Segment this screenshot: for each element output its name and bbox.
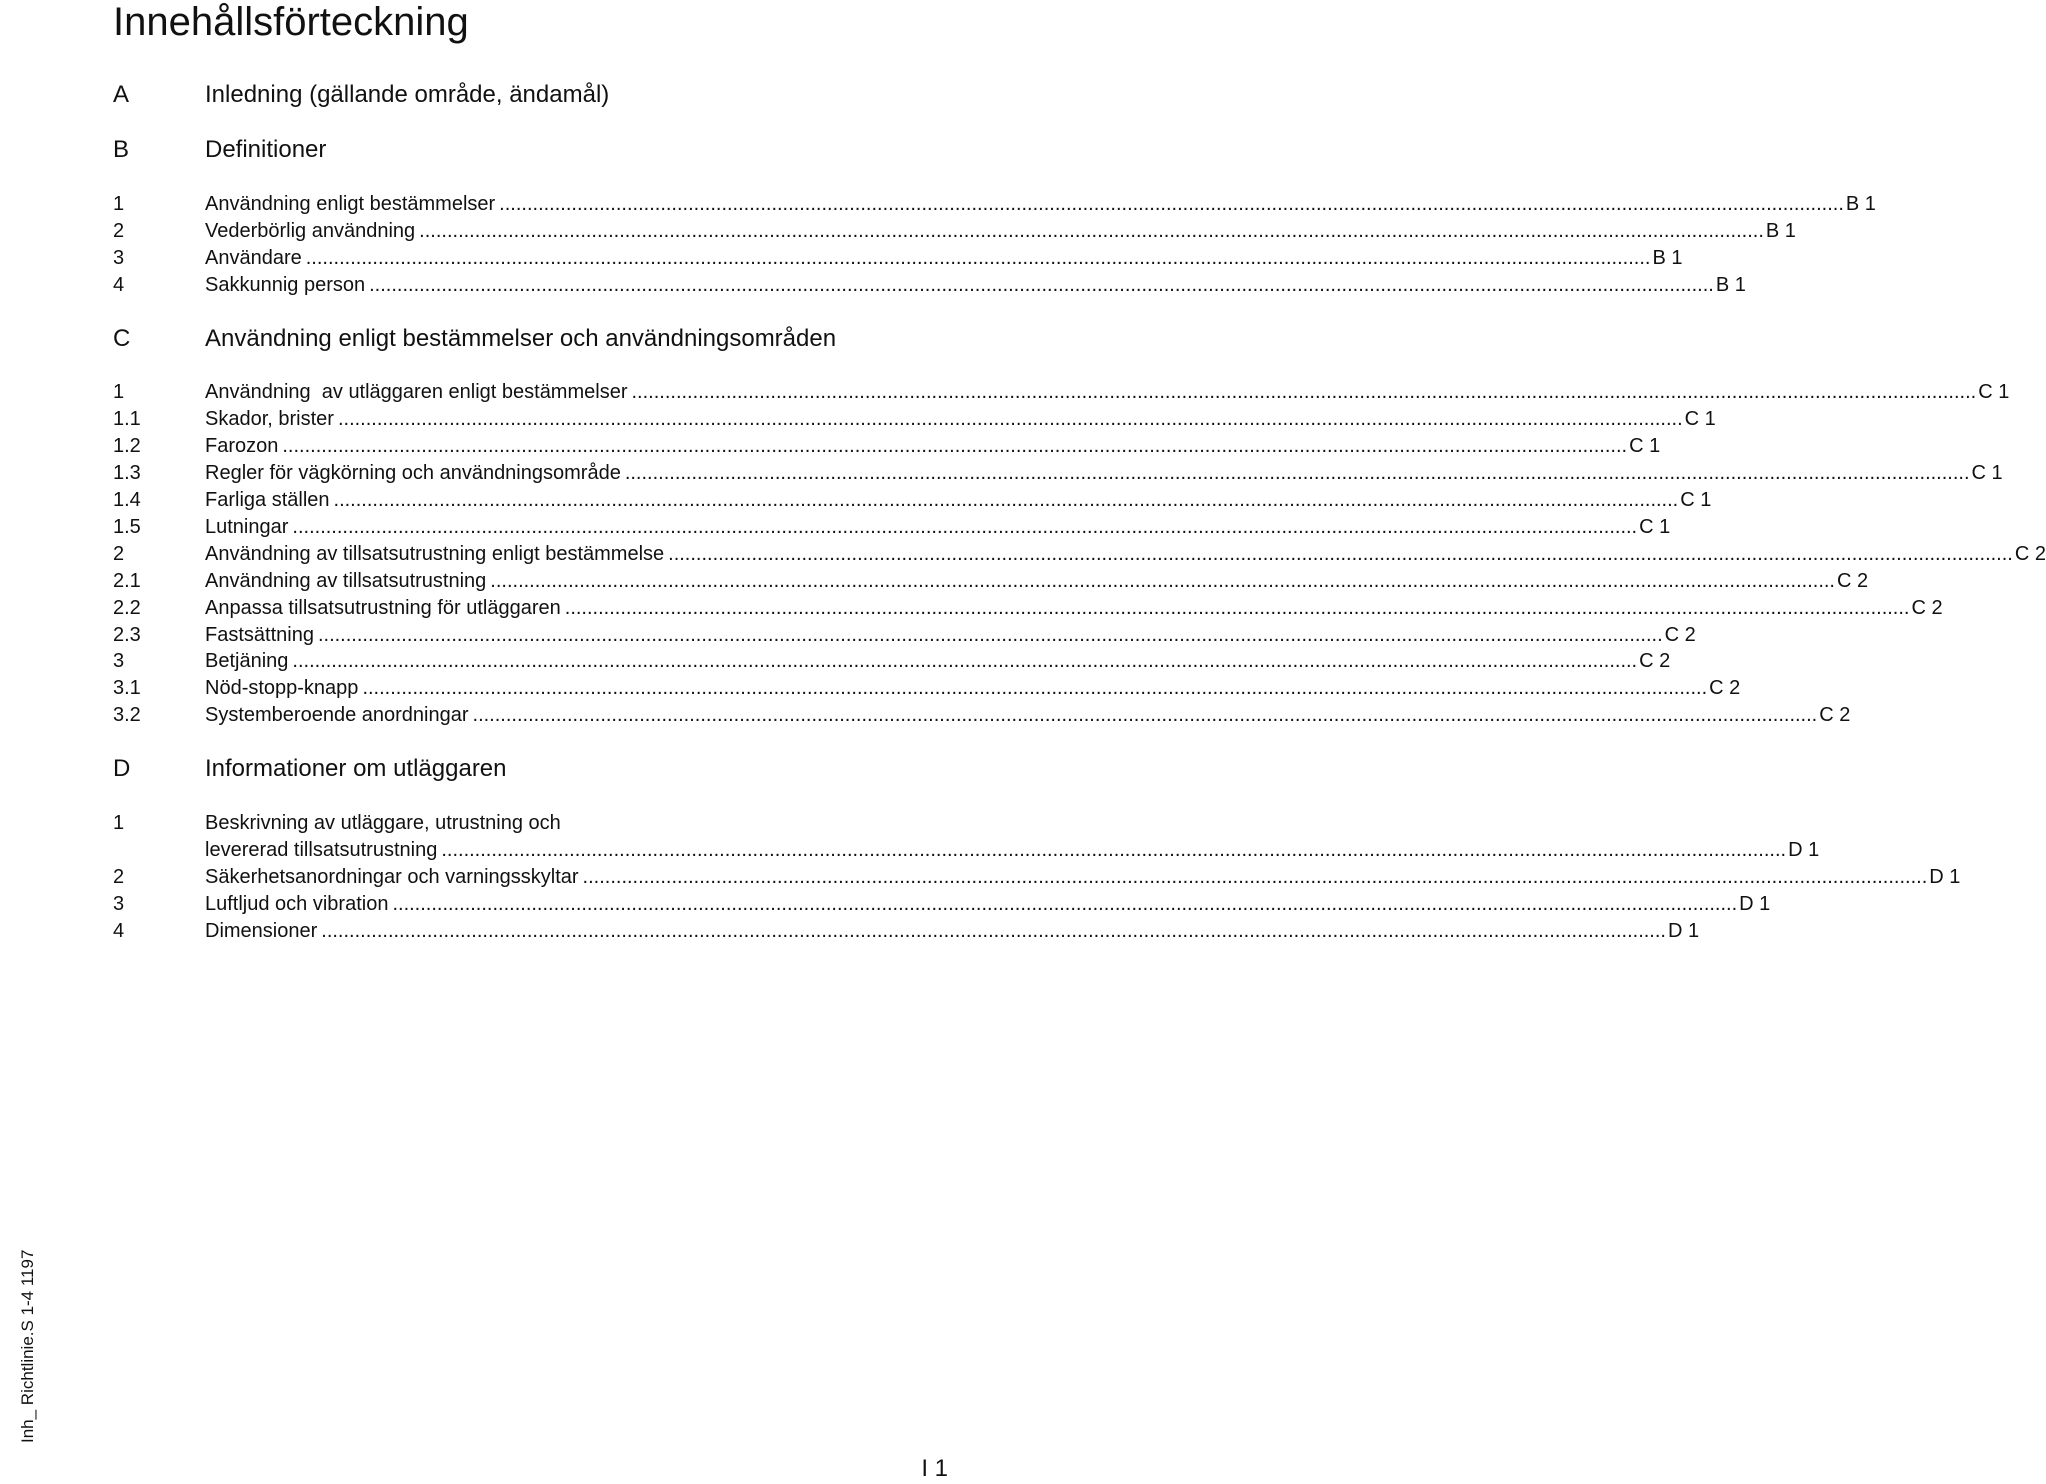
entry-label: Nöd-stopp-knapp	[205, 677, 359, 699]
entry-page: C 1	[1971, 462, 2003, 484]
dot-leader: ..................................................................................................................................................................................................................................................	[282, 435, 1628, 457]
entry-number: 1.5	[113, 516, 141, 538]
entry-label: Systemberoende anordningar	[205, 704, 469, 726]
dot-leader: ..................................................................................................................................................................................................................................................	[499, 193, 1844, 215]
toc-entry	[0, 864, 1961, 890]
section-letter: A	[113, 81, 130, 108]
section-title: Inledning (gällande område, ändamål)	[205, 81, 610, 108]
entry-number: 1.1	[113, 408, 141, 430]
toc-entry	[0, 514, 1671, 540]
toc-entry	[0, 406, 1716, 432]
entry-page: C 2	[2014, 543, 2046, 565]
dot-leader: ..................................................................................................................................................................................................................................................	[321, 920, 1666, 942]
page-title: Innehållsförteckning	[113, 0, 469, 44]
toc-entry	[0, 433, 1661, 459]
toc-entry	[0, 218, 1796, 244]
entry-number: 1	[113, 812, 125, 834]
dot-leader: ..................................................................................................................................................................................................................................................	[564, 597, 1910, 619]
toc-entry	[0, 702, 1851, 728]
dot-leader: ..................................................................................................................................................................................................................................................	[369, 274, 1714, 296]
section-title: Informationer om utläggaren	[205, 755, 507, 782]
entry-number: 3.2	[113, 704, 141, 726]
entry-page: B 1	[1765, 220, 1796, 242]
dot-leader: ..................................................................................................................................................................................................................................................	[292, 516, 1638, 538]
entry-number: 1.2	[113, 435, 141, 457]
dot-leader: ..................................................................................................................................................................................................................................................	[337, 408, 1683, 430]
section-title: Användning enligt bestämmelser och användningsområden	[205, 325, 837, 352]
entry-number: 4	[113, 274, 125, 296]
entry-label: Användning av tillsatsutrustning enligt bestämmelse	[205, 543, 665, 565]
entry-label: Dimensioner	[205, 920, 318, 942]
dot-leader: ..................................................................................................................................................................................................................................................	[317, 624, 1663, 646]
dot-leader: ..................................................................................................................................................................................................................................................	[582, 866, 1928, 888]
page-number: I 1	[921, 1455, 948, 1482]
section-letter: C	[113, 325, 131, 352]
entry-page: B 1	[1845, 193, 1876, 215]
section-b-heading	[0, 135, 960, 165]
entry-label: Anpassa tillsatsutrustning för utläggaren	[205, 597, 561, 619]
dot-leader: ..................................................................................................................................................................................................................................................	[441, 839, 1787, 861]
entry-page: C 2	[1837, 570, 1869, 592]
entry-number: 3	[113, 247, 125, 269]
entry-label-line1: Beskrivning av utläggare, utrustning och	[205, 812, 561, 834]
entry-page: C 1	[1639, 516, 1671, 538]
entry-label: Luftljud och vibration	[205, 893, 389, 915]
toc-entry	[0, 568, 1869, 594]
entry-label: Lutningar	[205, 516, 289, 538]
section-title: Definitioner	[205, 136, 327, 163]
entry-page: C 1	[1629, 435, 1661, 457]
toc-entry	[0, 648, 1671, 674]
dot-leader: ..................................................................................................................................................................................................................................................	[490, 570, 1835, 592]
entry-number: 3	[113, 650, 125, 672]
entry-number: 4	[113, 920, 125, 942]
toc-entry	[0, 541, 2046, 567]
entry-page: C 2	[1639, 650, 1671, 672]
toc-entry	[0, 810, 960, 836]
entry-label: Användning enligt bestämmelser	[205, 193, 496, 215]
entry-number: 1	[113, 193, 125, 215]
section-c-heading	[0, 324, 960, 354]
entry-number: 1	[113, 381, 125, 403]
dot-leader: ..................................................................................................................................................................................................................................................	[631, 381, 1977, 403]
entry-page: C 1	[1680, 489, 1712, 511]
dot-leader: ..................................................................................................................................................................................................................................................	[624, 462, 1970, 484]
entry-label: Sakkunnig person	[205, 274, 366, 296]
document-code: Inh_ Richtlinie.S 1-4 1197	[18, 1249, 37, 1443]
section-letter: B	[113, 136, 130, 163]
entry-label: Betjäning	[205, 650, 289, 672]
dot-leader: ..................................................................................................................................................................................................................................................	[392, 893, 1738, 915]
toc-entry	[0, 487, 1712, 513]
section-d-heading	[0, 754, 960, 784]
toc-entry	[0, 837, 1820, 863]
entry-label: Farliga ställen	[205, 489, 330, 511]
entry-number: 2	[113, 543, 125, 565]
entry-number: 2.3	[113, 624, 141, 646]
toc-entry	[0, 245, 1683, 271]
dot-leader: ..................................................................................................................................................................................................................................................	[472, 704, 1818, 726]
entry-label: Vederbörlig användning	[205, 220, 416, 242]
entry-label: Skador, brister	[205, 408, 334, 430]
entry-number: 2	[113, 866, 125, 888]
toc-entry	[0, 675, 1741, 701]
entry-page: B 1	[1715, 274, 1746, 296]
entry-page: C 2	[1911, 597, 1943, 619]
entry-page: C 2	[1664, 624, 1696, 646]
entry-page: B 1	[1652, 247, 1683, 269]
dot-leader: ..................................................................................................................................................................................................................................................	[668, 543, 2013, 565]
section-a-heading	[0, 80, 960, 110]
entry-page: C 1	[1978, 381, 2010, 403]
entry-label: Användning av tillsatsutrustning	[205, 570, 487, 592]
toc-entry	[0, 622, 1696, 648]
dot-leader: ..................................................................................................................................................................................................................................................	[292, 650, 1638, 672]
toc-entry	[0, 272, 1746, 298]
entry-page: D 1	[1739, 893, 1771, 915]
dot-leader: ..................................................................................................................................................................................................................................................	[362, 677, 1708, 699]
entry-number: 3	[113, 893, 125, 915]
entry-label: Användning av utläggaren enligt bestämmelser	[205, 381, 628, 403]
toc-entry	[0, 891, 1771, 917]
entry-number: 2.1	[113, 570, 141, 592]
entry-label: Farozon	[205, 435, 279, 457]
entry-label: Regler för vägkörning och användningsområde	[205, 462, 621, 484]
entry-page: D 1	[1788, 839, 1820, 861]
entry-page: D 1	[1929, 866, 1961, 888]
dot-leader: ..................................................................................................................................................................................................................................................	[419, 220, 1764, 242]
toc-entry	[0, 595, 1943, 621]
entry-label: levererad tillsatsutrustning	[205, 839, 438, 861]
toc-entry	[0, 460, 2003, 486]
entry-page: C 2	[1819, 704, 1851, 726]
entry-number: 2	[113, 220, 125, 242]
toc-entry	[0, 191, 1876, 217]
entry-label: Fastsättning	[205, 624, 314, 646]
entry-label: Säkerhetsanordningar och varningsskyltar	[205, 866, 579, 888]
entry-number: 1.4	[113, 489, 141, 511]
dot-leader: ..................................................................................................................................................................................................................................................	[305, 247, 1651, 269]
entry-page: D 1	[1667, 920, 1700, 942]
entry-page: C 1	[1684, 408, 1716, 430]
section-letter: D	[113, 755, 131, 782]
toc-entry	[0, 918, 1700, 944]
entry-page: C 2	[1709, 677, 1741, 699]
entry-number: 2.2	[113, 597, 141, 619]
entry-label: Användare	[205, 247, 302, 269]
dot-leader: ..................................................................................................................................................................................................................................................	[333, 489, 1679, 511]
entry-number: 3.1	[113, 677, 141, 699]
toc-entry	[0, 379, 2010, 405]
entry-number: 1.3	[113, 462, 141, 484]
